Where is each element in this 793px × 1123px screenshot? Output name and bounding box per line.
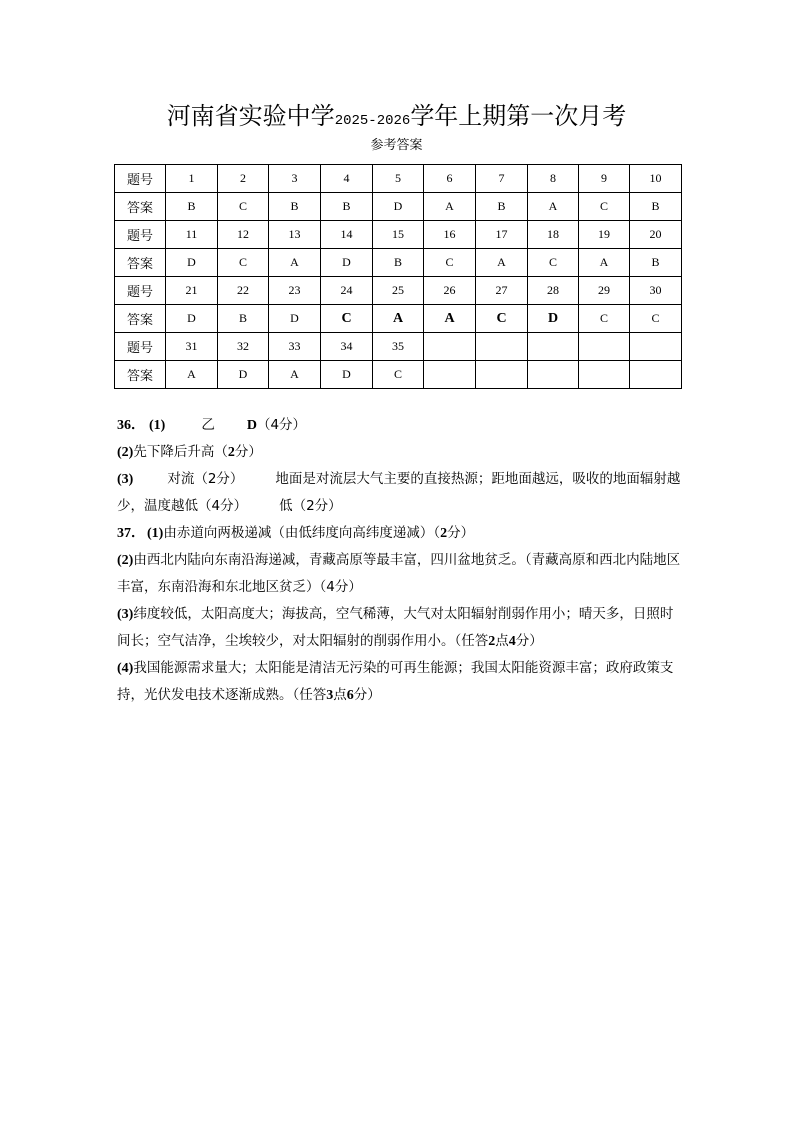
answer-cell: A <box>373 305 424 333</box>
question-number-row <box>115 221 682 249</box>
question-number-cell: 2 <box>218 165 269 193</box>
answer-cell: A <box>424 305 476 333</box>
question-number-cell: 22 <box>218 277 269 305</box>
q36-number: 36． <box>117 418 145 433</box>
answer-cell: A <box>166 361 218 389</box>
answer-cell: B <box>269 193 321 221</box>
answer-row <box>115 361 682 389</box>
q37-part4-label: (4) <box>117 661 134 676</box>
question-number-cell: 15 <box>373 221 424 249</box>
answer-cell: B <box>321 193 373 221</box>
q37-part3-label: (3) <box>117 607 134 622</box>
answer-cell: C <box>579 305 630 333</box>
question-number-cell <box>424 333 476 361</box>
question-number-cell: 12 <box>218 221 269 249</box>
q37-part1-tail: 分） <box>447 525 475 541</box>
question-number-cell: 25 <box>373 277 424 305</box>
q36-part2-label: (2) <box>117 445 134 460</box>
question-number-cell: 27 <box>476 277 528 305</box>
question-number-cell: 3 <box>269 165 321 193</box>
q36-part2-text: 先下降后升高（ <box>133 444 228 460</box>
answer-cell: C <box>424 249 476 277</box>
q36-part1-answer2: D <box>246 418 257 433</box>
question-number-cell: 7 <box>476 165 528 193</box>
answer-cell: A <box>269 249 321 277</box>
question-number-cell: 16 <box>424 221 476 249</box>
question-number-cell: 10 <box>630 165 682 193</box>
row-label-answer: 答案 <box>115 193 166 221</box>
question-number-cell: 35 <box>373 333 424 361</box>
question-number-cell: 30 <box>630 277 682 305</box>
question-number-row <box>115 277 682 305</box>
answer-cell: D <box>166 305 218 333</box>
answer-cell: C <box>218 249 269 277</box>
answer-row <box>115 305 682 333</box>
answer-cell: A <box>579 249 630 277</box>
question-number-cell: 5 <box>373 165 424 193</box>
question-number-cell: 14 <box>321 221 373 249</box>
answer-cell: C <box>218 193 269 221</box>
q37-part2-text: 由西北内陆向东南沿海递减，青藏高原等最丰富，四川盆地贫乏。（青藏高原和西北内陆地区丰富，东南沿海和东北地区贫乏）（4分） <box>117 552 681 595</box>
q36-part3 <box>117 466 682 520</box>
question-number-row <box>115 165 682 193</box>
q37-part1-label: (1) <box>147 526 164 541</box>
answer-cell <box>579 361 630 389</box>
q37-part2-label: (2) <box>117 553 134 568</box>
question-number-cell <box>630 333 682 361</box>
question-number-cell: 19 <box>579 221 630 249</box>
answer-table-body <box>115 165 682 389</box>
question-number-cell: 24 <box>321 277 373 305</box>
answer-cell: B <box>166 193 218 221</box>
question-number-cell <box>528 333 579 361</box>
question-number-cell: 18 <box>528 221 579 249</box>
question-number-cell: 1 <box>166 165 218 193</box>
answer-cell: B <box>218 305 269 333</box>
row-label-answer: 答案 <box>115 361 166 389</box>
answer-cell: C <box>579 193 630 221</box>
question-number-cell: 21 <box>166 277 218 305</box>
question-number-cell: 6 <box>424 165 476 193</box>
question-number-cell: 11 <box>166 221 218 249</box>
q36-part1-score: （4分） <box>256 417 307 433</box>
q36-part1-label: (1) <box>149 418 166 433</box>
q36-part2-tail: 分） <box>234 444 262 460</box>
question-number-cell: 4 <box>321 165 373 193</box>
answer-cell: D <box>373 193 424 221</box>
q36-part3-answer-c: 低（2分） <box>279 498 342 514</box>
q37-part3 <box>117 601 682 655</box>
q36-part2-score: 2 <box>227 445 235 460</box>
page-subtitle: 参考答案 <box>370 138 423 153</box>
answer-cell <box>630 361 682 389</box>
answer-cell <box>476 361 528 389</box>
title-school: 河南省实验中学 <box>166 102 335 130</box>
q37-part4-text: 我国能源需求量大；太阳能是清洁无污染的可再生能源；我国太阳能资源丰富；政府政策支持，光伏发电技术逐渐成熟。（任答 <box>117 660 674 703</box>
q37-part3-n2: 4 <box>508 634 516 649</box>
answer-cell: D <box>528 305 579 333</box>
q37-part4-n1: 3 <box>326 688 334 703</box>
question-number-cell: 17 <box>476 221 528 249</box>
q37-part3-text: 纬度较低，太阳高度大；海拔高，空气稀薄，大气对太阳辐射削弱作用小；晴天多，日照时间长；空气洁净，尘埃较少，对太阳辐射的削弱作用小。（任答 <box>117 606 674 649</box>
answer-table <box>114 164 682 389</box>
row-label-question: 题号 <box>115 165 166 193</box>
question-number-cell: 32 <box>218 333 269 361</box>
question-number-cell: 23 <box>269 277 321 305</box>
answer-cell: C <box>630 305 682 333</box>
q36-part3-answer-a: 对流（2分） <box>167 471 244 487</box>
q37-part3-mid: 点 <box>495 633 509 649</box>
answer-cell: A <box>424 193 476 221</box>
question-number-row <box>115 333 682 361</box>
row-label-answer: 答案 <box>115 249 166 277</box>
q36-part3-answer-b: 地面是对流层大气主要的直接热源；距地面越远，吸收的地面辐射越少，温度越低（4分） <box>117 471 681 514</box>
answer-cell: B <box>630 193 682 221</box>
q37-number: 37． <box>117 526 145 541</box>
q37-part1-score: 2 <box>440 526 448 541</box>
question-number-cell <box>476 333 528 361</box>
q37-part2 <box>117 547 682 601</box>
question-number-cell: 29 <box>579 277 630 305</box>
question-number-cell: 31 <box>166 333 218 361</box>
q37-part1-text: 由赤道向两极递减（由低纬度向高纬度递减）（ <box>163 525 441 541</box>
answer-cell <box>528 361 579 389</box>
q37-part4-n2: 6 <box>346 688 354 703</box>
answer-cell: C <box>476 305 528 333</box>
question-number-cell: 34 <box>321 333 373 361</box>
answer-row <box>115 193 682 221</box>
q37-part3-tail: 分） <box>515 633 543 649</box>
answer-cell: B <box>373 249 424 277</box>
row-label-answer: 答案 <box>115 305 166 333</box>
answer-cell: C <box>373 361 424 389</box>
answer-cell: D <box>269 305 321 333</box>
q37-part3-n1: 2 <box>488 634 496 649</box>
title-year: 2025-2026 <box>334 113 411 129</box>
q37-part4-mid: 点 <box>333 687 347 703</box>
answer-cell: A <box>528 193 579 221</box>
q37-part1 <box>117 520 682 547</box>
page-title <box>0 100 793 137</box>
q37-part4-tail: 分） <box>353 687 381 703</box>
question-number-cell: 20 <box>630 221 682 249</box>
answer-cell: D <box>321 249 373 277</box>
question-number-cell <box>579 333 630 361</box>
answer-cell: A <box>476 249 528 277</box>
question-number-cell: 13 <box>269 221 321 249</box>
answer-cell: C <box>321 305 373 333</box>
answer-cell <box>424 361 476 389</box>
q36-part1-answer1: 乙 <box>201 417 215 433</box>
answer-cell: A <box>269 361 321 389</box>
answer-cell: B <box>476 193 528 221</box>
answer-cell: D <box>166 249 218 277</box>
q36-part1 <box>117 412 682 439</box>
answer-cell: D <box>321 361 373 389</box>
answer-row <box>115 249 682 277</box>
row-label-question: 题号 <box>115 221 166 249</box>
answer-cell: B <box>630 249 682 277</box>
title-rest: 学年上期第一次月考 <box>410 102 627 130</box>
question-number-cell: 28 <box>528 277 579 305</box>
question-number-cell: 26 <box>424 277 476 305</box>
answer-text-block <box>117 412 682 709</box>
row-label-question: 题号 <box>115 333 166 361</box>
question-number-cell: 33 <box>269 333 321 361</box>
answer-cell: D <box>218 361 269 389</box>
question-number-cell: 9 <box>579 165 630 193</box>
q37-part4 <box>117 655 682 709</box>
row-label-question: 题号 <box>115 277 166 305</box>
question-number-cell: 8 <box>528 165 579 193</box>
answer-cell: C <box>528 249 579 277</box>
q36-part2 <box>117 439 682 466</box>
q36-part3-label: (3) <box>117 472 134 487</box>
